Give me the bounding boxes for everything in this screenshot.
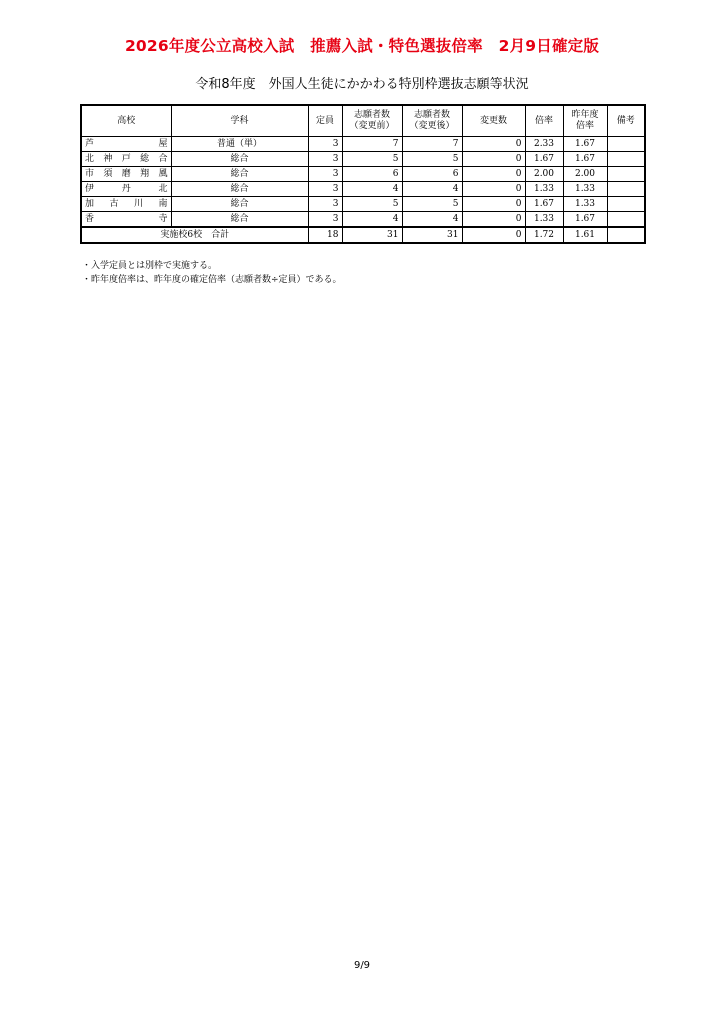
cell-remarks (607, 167, 645, 182)
cell-changes: 0 (462, 197, 525, 212)
cell-course: 総合 (171, 197, 308, 212)
cell-applicants-before: 5 (342, 197, 402, 212)
header-applicants-before-line1: 志願者数 (353, 110, 390, 120)
cell-school: 北神戸総合 (81, 152, 171, 167)
cell-school: 加古川南 (81, 197, 171, 212)
cell-prev-ratio: 1.33 (563, 197, 607, 212)
table-row (81, 182, 645, 197)
cell-school: 香寺 (81, 212, 171, 228)
total-prev-ratio: 1.61 (563, 227, 607, 243)
cell-remarks (607, 182, 645, 197)
header-school: 高校 (81, 105, 171, 137)
applications-table (80, 104, 646, 244)
notes (82, 259, 342, 287)
cell-applicants-after: 6 (402, 167, 462, 182)
cell-course: 総合 (171, 167, 308, 182)
cell-ratio: 2.00 (525, 167, 563, 182)
cell-school: 市須磨翔風 (81, 167, 171, 182)
cell-remarks (607, 212, 645, 228)
header-prev-ratio (563, 105, 607, 137)
cell-school: 伊丹北 (81, 182, 171, 197)
table-row (81, 137, 645, 152)
cell-school: 芦屋 (81, 137, 171, 152)
total-label: 実施校6校 合計 (81, 227, 308, 243)
cell-applicants-after: 5 (402, 152, 462, 167)
cell-applicants-before: 4 (342, 212, 402, 228)
cell-remarks (607, 197, 645, 212)
cell-applicants-after: 4 (402, 182, 462, 197)
cell-capacity: 3 (308, 212, 342, 228)
header-ratio: 倍率 (525, 105, 563, 137)
cell-course: 総合 (171, 182, 308, 197)
header-prev-ratio-line2: 倍率 (575, 121, 594, 131)
page-number: 9/9 (353, 960, 371, 971)
cell-course: 総合 (171, 152, 308, 167)
total-applicants-before: 31 (342, 227, 402, 243)
total-ratio: 1.72 (525, 227, 563, 243)
page-subtitle: 令和8年度 外国人生徒にかかわる特別枠選抜志願等状況 (195, 77, 529, 92)
cell-changes: 0 (462, 137, 525, 152)
cell-applicants-before: 7 (342, 137, 402, 152)
header-applicants-after (402, 105, 462, 137)
cell-applicants-after: 7 (402, 137, 462, 152)
header-course: 学科 (171, 105, 308, 137)
cell-applicants-before: 6 (342, 167, 402, 182)
cell-applicants-before: 5 (342, 152, 402, 167)
table-row (81, 167, 645, 182)
cell-course: 普通（単） (171, 137, 308, 152)
cell-capacity: 3 (308, 152, 342, 167)
cell-capacity: 3 (308, 167, 342, 182)
note-item: ・入学定員とは別枠で実施する。 (82, 261, 218, 271)
header-applicants-after-line1: 志願者数 (413, 110, 450, 120)
cell-ratio: 2.33 (525, 137, 563, 152)
table-row (81, 212, 645, 228)
total-remarks (607, 227, 645, 243)
cell-capacity: 3 (308, 137, 342, 152)
cell-changes: 0 (462, 182, 525, 197)
cell-ratio: 1.67 (525, 152, 563, 167)
cell-prev-ratio: 1.33 (563, 182, 607, 197)
cell-course: 総合 (171, 212, 308, 228)
cell-remarks (607, 137, 645, 152)
total-changes: 0 (462, 227, 525, 243)
cell-ratio: 1.67 (525, 197, 563, 212)
cell-changes: 0 (462, 212, 525, 228)
cell-capacity: 3 (308, 197, 342, 212)
table-header-row (81, 105, 645, 137)
cell-prev-ratio: 2.00 (563, 167, 607, 182)
header-remarks: 備考 (607, 105, 645, 137)
header-capacity: 定員 (308, 105, 342, 137)
header-changes: 変更数 (462, 105, 525, 137)
cell-prev-ratio: 1.67 (563, 212, 607, 228)
cell-applicants-before: 4 (342, 182, 402, 197)
cell-changes: 0 (462, 152, 525, 167)
cell-prev-ratio: 1.67 (563, 137, 607, 152)
cell-ratio: 1.33 (525, 182, 563, 197)
cell-prev-ratio: 1.67 (563, 152, 607, 167)
cell-applicants-after: 5 (402, 197, 462, 212)
note-item: ・昨年度倍率は、昨年度の確定倍率（志願者数÷定員）である。 (82, 275, 342, 285)
total-capacity: 18 (308, 227, 342, 243)
table-row (81, 197, 645, 212)
table-row (81, 152, 645, 167)
total-applicants-after: 31 (402, 227, 462, 243)
cell-remarks (607, 152, 645, 167)
cell-capacity: 3 (308, 182, 342, 197)
page-title: 2026年度公立高校入試 推薦入試・特色選抜倍率 2月9日確定版 (124, 37, 600, 55)
header-applicants-after-line2: （変更後） (409, 121, 455, 131)
cell-ratio: 1.33 (525, 212, 563, 228)
header-applicants-before-line2: （変更前） (349, 121, 395, 131)
table-total-row (81, 227, 645, 243)
cell-changes: 0 (462, 167, 525, 182)
header-prev-ratio-line1: 昨年度 (571, 110, 599, 120)
header-applicants-before (342, 105, 402, 137)
cell-applicants-after: 4 (402, 212, 462, 228)
